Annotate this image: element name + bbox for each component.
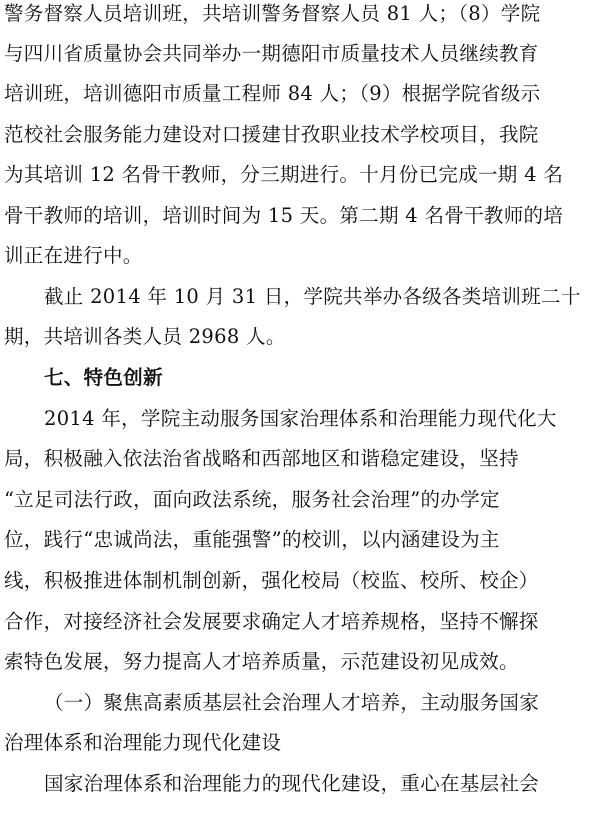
paragraph-first-line: 国家治理体系和治理能力的现代化建设，重心在基层社会 [44, 772, 540, 795]
text-line: 培训班，培训德阳市质量工程师 84 人；（9）根据学院省级示 [4, 82, 541, 105]
text-line: 期，共培训各类人员 2968 人。 [4, 325, 286, 348]
section-heading: 七、特色创新 [44, 366, 163, 389]
text-line: 训正在进行中。 [4, 244, 143, 267]
subsection-heading: （一）聚焦高素质基层社会治理人才培养，主动服务国家 [44, 691, 540, 714]
text-line: 位，践行“忠诚尚法，重能强警”的校训，以内涵建设为主 [4, 528, 500, 551]
text-line: 警务督察人员培训班，共培训警务督察人员 81 人；（8）学院 [4, 2, 541, 25]
text-line: 为其培训 12 名骨干教师，分三期进行。十月份已完成一期 4 名 [4, 163, 564, 186]
text-line: 索特色发展，努力提高人才培养质量，示范建设初见成效。 [4, 650, 519, 673]
text-line: 范校社会服务能力建设对口援建甘孜职业技术学校项目，我院 [4, 123, 539, 146]
text-line: 骨干教师的培训，培训时间为 15 天。第二期 4 名骨干教师的培 [4, 204, 564, 227]
paragraph-first-line: 截止 2014 年 10 月 31 日，学院共举办各级各类培训班二十 [44, 285, 581, 308]
paragraph-first-line: 2014 年，学院主动服务国家治理体系和治理能力现代化大 [44, 407, 557, 430]
text-line: “立足司法行政，面向政法系统，服务社会治理”的办学定 [4, 488, 500, 511]
text-line: 合作，对接经济社会发展要求确定人才培养规格，坚持不懈探 [4, 610, 539, 633]
text-line: 线，积极推进体制机制创新，强化校局（校监、校所、校企） [4, 569, 539, 592]
subsection-heading-continued: 治理体系和治理能力现代化建设 [4, 731, 282, 754]
text-line: 与四川省质量协会共同举办一期德阳市质量技术人员继续教育 [4, 42, 539, 65]
text-line: 局，积极融入依法治省战略和西部地区和谐稳定建设，坚持 [4, 447, 519, 470]
